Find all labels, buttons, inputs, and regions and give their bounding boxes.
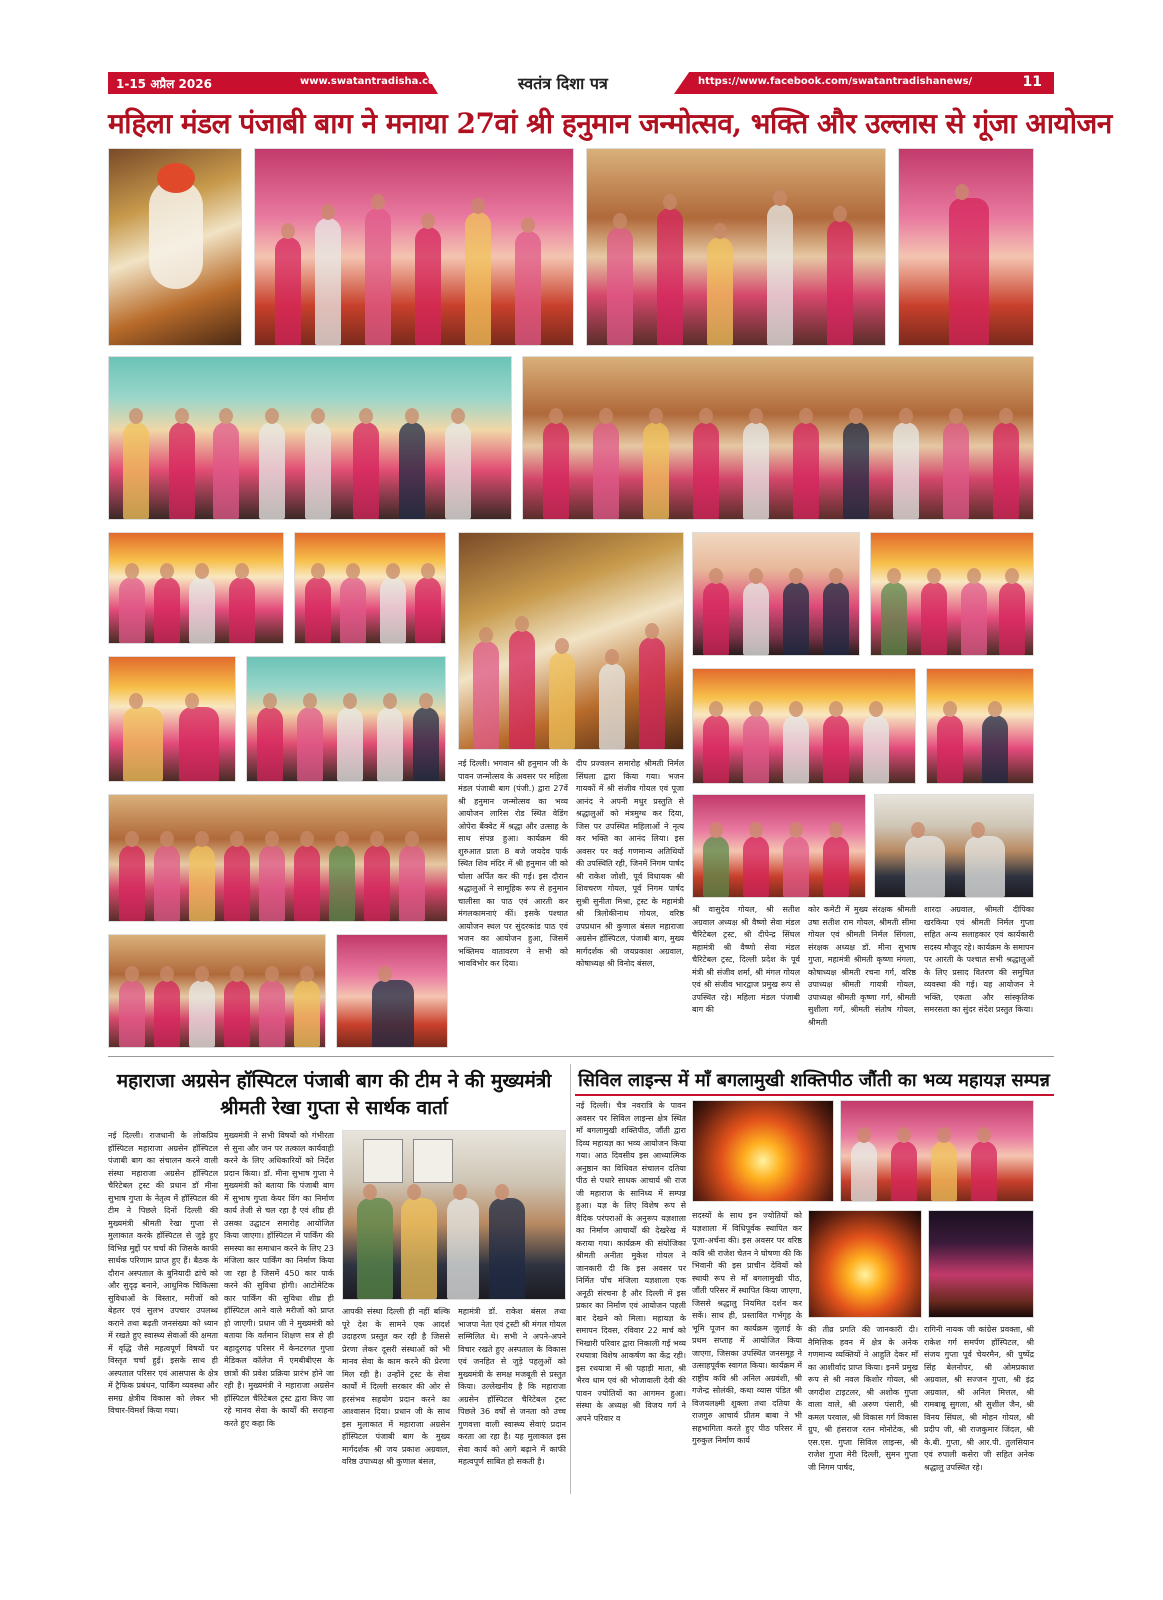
cm-meeting-photo <box>342 1130 566 1300</box>
jyoti-procession-photo <box>840 1100 1034 1202</box>
havan-photo-2 <box>808 1210 922 1318</box>
singer-photo-2 <box>336 934 448 1048</box>
website-link[interactable]: www.swatantradisha.com <box>300 76 446 87</box>
story1-column-2: दीप प्रज्वलन समारोह श्रीमती निर्मल सिंघला द्वारा किया गया। भजन गायकों में श्री संजीव गोयल एवं पूजा आनंद ने अपनी मधुर प्रस्तुति से श्रद्धालुओं को मंत्रमुग्ध कर दिया, जिस पर उपस्थित महिलाओं ने नृत्य कर भक्ति का आनंद लिया। इस अवसर पर कई गणमान्य अतिथियों की उपस्थिति रही, जिनमें निगम पार्षद श्री राकेश जोशी, पूर्व विधायक श्री शिवचरण गोयल, पूर्व निगम पार्षद सुश्री सुनीता मिश्रा, ट्रस्ट के महामंत्री श्री त्रिलोकीनाथ गोयल, वरिष्ठ उपप्रधान श्री कुणाल बंसल महाराजा अग्रसेन हॉस्पिटल, पंजाबी बाग, मुख्य मार्गदर्शक श्री जयप्रकाश अग्रवाल, कोषाध्यक्ष श्री विनोद बंसल, <box>576 759 684 968</box>
felicitation-photo-7 <box>692 668 916 784</box>
masthead: स्वतंत्र दिशा पत्र <box>518 74 608 93</box>
story2-column-1: नई दिल्ली। राजधानी के लोकप्रिय हॉस्पिटल महाराजा अग्रसेन हॉस्पिटल पंजाबी बाग का संचालन करने वाली संस्था महाराजा अग्रसेन हॉस्पिटल चैरिटेबल ट्रस्ट की प्रधान डॉ मीना सुभाष गुप्ता के नेतृत्व में हॉस्पिटल की टीम ने पिछले दिनों दिल्ली की मुख्यमंत्री श्रीमती रेखा गुप्ता से मुलाकात करके हॉस्पिटल से जुड़े हुए विभिन्न मुद्दों पर चर्चा की जिसके काफी सार्थक परिणाम प्राप्त हुए हैं। बैठक के दौरान अस्पताल के बुनियादी ढांचे को और सुदृढ़ बनाने, आधुनिक चिकित्सा सुविधाओं के विस्तार, मरीजों को बेहतर एवं सुलभ उपचार उपलब्ध कराने तथा बढ़ती जनसंख्या को ध्यान में रखते हुए स्वास्थ्य सेवाओं की क्षमता में वृद्धि जैसे महत्वपूर्ण विषयों पर विस्तृत चर्चा हुई। इसके साथ ही अस्पताल परिसर एवं आसपास के क्षेत्र में ट्रैफिक प्रबंधन, पार्किंग व्यवस्था और समग्र क्षेत्रीय विकास को लेकर भी विचार-विमर्श किया गया। <box>108 1131 218 1415</box>
issue-date: 1-15 अप्रैल 2026 <box>116 77 212 91</box>
page-header <box>108 72 1054 94</box>
story3-column-3: की तीव्र प्रगति की जानकारी दी। नैमित्तिक हवन में क्षेत्र के अनेक गणमान्य व्यक्तियों ने आहुति देकर माँ का आशीर्वाद प्राप्त किया। इनमें प्रमुख रूप से श्री नवल किशोर गोयल, श्री जगदीश टाइटलर, श्री अशोक गुप्ता वाला वाले, श्री अरुण पंसारी, श्री कमल परवाल, श्री विकास गर्ग विकास ग्रुप, श्री हंसराज रतन मोनोटेक, श्री एस.एस. गुप्ता सिविल लाइन्स, श्री राजेश गुप्ता मेरी दिल्ली, सुमन गुप्ता जी निगम पार्षद, <box>808 1325 918 1472</box>
story3-column-1: नई दिल्ली। चैत्र नवरात्रि के पावन अवसर पर सिविल लाइन्स क्षेत्र स्थित माँ बगलामुखी शक्तिपीठ, जौंती द्वारा दिव्य महायज्ञ का भव्य आयोजन किया गया। आठ दिवसीय इस आध्यात्मिक अनुष्ठान का विधिवत संचालन दतिया पीठ से पधारे साधक आचार्य श्री राज जी महाराज के सानिध्य में सम्पन्न हुआ। यज्ञ के लिए विशेष रूप से वैदिक परंपराओं के अनुरूप यज्ञशाला का निर्माण आचार्यों की देखरेख में कराया गया। कार्यक्रम की संयोजिका श्रीमती अनीता मुकेश गोयल ने जानकारी दी कि इस अवसर पर निर्मित पाँच मंजिला यज्ञशाला एक अनूठी संरचना है और दिल्ली में इस प्रकार का निर्माण एवं आयोजन पहली बार देखने को मिला। महायज्ञ के समापन दिवस, रविवार 22 मार्च को भिखारी परिवार द्वारा निकाली गई भव्य रथयात्रा विशेष आकर्षण का केंद्र रही। इस रथयात्रा में श्री पहाड़ी माता, श्री भैरव धाम एवं श्री भोजावाली देवी की पावन ज्योतियों का आगमन हुआ। संस्था के अध्यक्ष श्री विजय गर्ग ने अपने परिवार व <box>576 1101 686 1423</box>
women-group-photo-2 <box>108 934 326 1048</box>
felicitation-photo-4 <box>870 532 1034 656</box>
singer-performing-photo <box>898 148 1034 346</box>
story2-column-3: आपकी संस्था दिल्ली ही नहीं बल्कि पूरे देश के सामने एक आदर्श उदाहरण प्रस्तुत कर रही है जिससे प्रेरणा लेकर दूसरी संस्थाओं को भी मानव सेवा के काम करने की प्रेरणा मिल रही है। उन्होंने ट्रस्ट के सेवा कार्यों में दिल्ली सरकार की ओर से हरसंभव सहयोग प्रदान करने का आश्वासन दिया। प्रधान जी के साथ इस मुलाकात में महाराजा अग्रसेन हॉस्पिटल पंजाबी बाग के मुख्य मार्गदर्शक श्री जय प्रकाश अग्रवाल, वरिष्ठ उपाध्यक्ष श्री कुणाल बंसल, <box>342 1307 450 1466</box>
yagnashala-photo <box>928 1210 1034 1318</box>
story3-headline: सिविल लाइन्स में माँ बगलामुखी शक्तिपीठ जौंती का भव्य महायज्ञ सम्पन्न <box>578 1070 1050 1091</box>
section-divider <box>108 1056 1054 1057</box>
devotees-gathering-photo <box>586 148 886 346</box>
column-divider <box>570 1064 571 1494</box>
felicitation-photo-1 <box>108 532 284 644</box>
felicitation-photo-3 <box>692 532 860 656</box>
hanuman-idol-photo <box>108 148 242 346</box>
story1-column-4: कोर कमेटी में मुख्य संरक्षक श्रीमती उषा सतीश राम गोयल, श्रीमती सीमा गोयल एवं श्रीमती निर्मल सिंगला, संरक्षक अध्यक्ष डॉ. मीना सुभाष गुप्ता, महामंत्री श्रीमती कृष्णा मंगला, कोषाध्यक्ष श्रीमती रचना गर्ग, वरिष्ठ उपाध्यक्ष श्रीमती गायत्री गोयल, उपाध्यक्ष श्रीमती कृष्णा गर्ग, श्रीमती सुशीला गर्ग, श्रीमती संतोष गोयल, श्रीमती <box>808 905 916 1027</box>
story2-headline: महाराजा अग्रसेन हॉस्पिटल पंजाबी बाग की टीम ने की मुख्यमंत्री श्रीमती रेखा गुप्ता से सार्थक वार्ता <box>116 1070 552 1119</box>
guests-seated-photo <box>874 794 1034 898</box>
temple-group-photo <box>458 532 684 750</box>
havan-photo-1 <box>692 1100 834 1202</box>
story2-column-4: महामंत्री डॉ. राकेश बंसल तथा भाजपा नेता एवं ट्रस्टी श्री मंगल गोयल सम्मिलित थे। सभी ने अपने-अपने विचार रखते हुए अस्पताल के विकास एवं जनहित से जुड़े पहलुओं को मुख्यमंत्री के समक्ष मजबूती से प्रस्तुत किया। उल्लेखनीय है कि महाराजा अग्रसेन हॉस्पिटल चैरिटेबल ट्रस्ट पिछले 36 वर्षों से जनता को उच्च गुणवत्ता वाली स्वास्थ्य सेवाएं प्रदान करता आ रहा है। यह मुलाकात इस सेवा कार्य को आगे बढ़ाने में काफी महत्वपूर्ण साबित हो सकती है। <box>458 1307 566 1466</box>
felicitation-photo-2 <box>294 532 446 644</box>
women-group-photo <box>108 794 448 922</box>
page-number: 11 <box>1022 74 1042 90</box>
facebook-link[interactable]: https://www.facebook.com/swatantradishanews/ <box>698 76 973 87</box>
felicitation-photo-8 <box>926 668 1034 784</box>
felicitation-photo-9 <box>692 794 866 898</box>
guests-group-photo-2 <box>522 356 1034 520</box>
guests-group-photo-1 <box>108 356 512 520</box>
story1-column-3: श्री वासुदेव गोयल, श्री सतीश अग्रवाल अध्यक्ष श्री वैष्णो सेवा मंडल चैरिटेबल ट्रस्ट, श्री दीपेन्द्र सिंघल महामंत्री श्री वैष्णो सेवा मंडल चैरिटेबल ट्रस्ट, दिल्ली प्रदेश के पूर्व मंत्री श्री संजीव शर्मा, श्री मंगल गोयल एवं श्री संजीव भारद्वाज प्रमुख रूप से उपस्थित रहे। महिला मंडल पंजाबी बाग की <box>692 905 800 1014</box>
story1-column-1: नई दिल्ली। भगवान श्री हनुमान जी के पावन जन्मोत्सव के अवसर पर महिला मंडल पंजाबी बाग (पंजी.) द्वारा 27वें श्री हनुमान जन्मोत्सव का भव्य आयोजन लारिस रोड स्थित वेडिंग ओपेरा बैंक्वेट में श्रद्धा और उत्साह के साथ संपन्न हुआ। कार्यक्रम की शुरुआत प्रातः 8 बजे जयदेव पार्क स्थित शिव मंदिर में श्री हनुमान जी को चोला अर्पित कर की गई। इस दौरान श्रद्धालुओं ने सामूहिक रूप से हनुमान चालीसा का पाठ एवं आरती कर मंगलकामनाएं कीं। इसके पश्चात आयोजन स्थल पर सुंदरकांड पाठ एवं भजन का आयोजन हुआ, जिसमें भक्तिमय वातावरण ने सभी को भावविभोर कर दिया। <box>458 759 568 968</box>
story1-column-5: शारदा अग्रवाल, श्रीमती दीपिका खरकिया एवं श्रीमती निर्मल गुप्ता सहित अन्य सलाहकार एवं कार्यकारी सदस्य मौजूद रहे। कार्यक्रम के समापन पर आरती के पश्चात सभी श्रद्धालुओं के लिए प्रसाद वितरण की समुचित व्यवस्था की गई। यह आयोजन ने भक्ति, एकता और सांस्कृतिक समरसता का सुंदर संदेश प्रस्तुत किया। <box>924 905 1034 1014</box>
felicitation-photo-5 <box>108 656 236 782</box>
portrait-frame-2 <box>413 1139 453 1183</box>
story2-column-2: मुख्यमंत्री ने सभी विषयों को गंभीरता से सुना और जन पर तत्काल कार्यवाही करने के लिए अधिकारियों को निर्देश प्रदान किया। डॉ. मीना सुभाष गुप्ता ने मुख्यमंत्री को बताया कि पंजाबी बाग में सुभाष गुप्ता केयर विंग का निर्माण कार्य तेजी से चल रहा है एवं शीघ्र ही उसका उद्घाटन समारोह आयोजित किया जाएगा। हॉस्पिटल में पार्किंग की समस्या का समाधान करने के लिए 23 मंजिला कार पार्किंग का निर्माण किया जा रहा है जिसमें 450 कार पार्क करने की सुविधा होगी। आटोमेटिक कार पार्किंग की सुविधा शीघ्र ही हॉस्पिटल आने वाले मरीजों को प्राप्त हो जाएगी। प्रधान जी ने मुख्यमंत्री को बताया कि वर्तमान शिक्षण सत्र से ही बहादुरगढ़ परिसर में केनटरगत गुप्ता मेडिकल कॉलेज में एमबीबीएस के छात्रों की प्रवेश प्रक्रिया प्रारंभ होने जा रही है। मुख्यमंत्री ने महाराजा अग्रसेन हॉस्पिटल चैरिटेबल ट्रस्ट द्वारा किए जा रहे मानव सेवा के कार्यों की सराहना करते हुए कहा कि <box>224 1131 334 1428</box>
story1-headline: महिला मंडल पंजाबी बाग ने मनाया 27वां श्री हनुमान जन्मोत्सव, भक्ति और उल्लास से गूंजा आयोजन <box>108 107 1112 140</box>
story3-column-4: रागिनी नायक जी कांग्रेस प्रवक्ता, श्री राकेश गर्ग समर्पण हॉस्पिटल, श्री संजय गुप्ता पूर्व चेयरमैन, श्री पुष्पेंद्र सिंह बेलनोपर, श्री ओमप्रकाश अग्रवाल, श्री सज्जन गुप्ता, श्री इंद्र अग्रवाल, श्री अनिल मित्तल, श्री रामबाबू सुगला, श्री सुशील जैन, श्री विनय सिंघल, श्री मोहन गोयल, श्री प्रदीप जी, श्री राजकुमार जिंदल, श्री के.बी. गुप्ता, श्री आर.पी. तुलसियान एवं रुपाली कसेरा जी सहित अनेक श्रद्धालु उपस्थित रहे। <box>924 1325 1034 1472</box>
portrait-frame-1 <box>363 1139 403 1183</box>
felicitation-photo-6 <box>246 656 446 782</box>
story3-column-2: सदस्यों के साथ इन ज्योतियों को यज्ञशाला में विधिपूर्वक स्थापित कर पूजा-अर्चना की। इस अवसर पर वरिष्ठ कवि श्री राजेश चेतन ने घोषणा की कि भिवानी की इस प्राचीन देवियों को स्थायी रूप से माँ बगलामुखी पीठ, जौंती परिसर में स्थापित किया जाएगा, जिससे श्रद्धालु नियमित दर्शन कर सकें। साथ ही, प्रस्तावित गर्भगृह के भूमि पूजन का कार्यक्रम जुलाई के प्रथम सप्ताह में आयोजित किया जाएगा, जिसका उपस्थित जनसमूह ने उत्साहपूर्वक स्वागत किया। कार्यक्रम में राष्ट्रीय कवि श्री अनिल अग्रवंशी, श्री गजेन्द्र सोलंकी, कथा व्यास पंडित श्री विजयलक्ष्मी शुक्ला तथा दतिया के राजगुरु आचार्य प्रीतम बाबा ने भी सहभागिता करते हुए पीठ परिसर में गुरुकुल निर्माण कार्य <box>692 1211 802 1445</box>
puja-ceremony-photo <box>254 148 574 346</box>
